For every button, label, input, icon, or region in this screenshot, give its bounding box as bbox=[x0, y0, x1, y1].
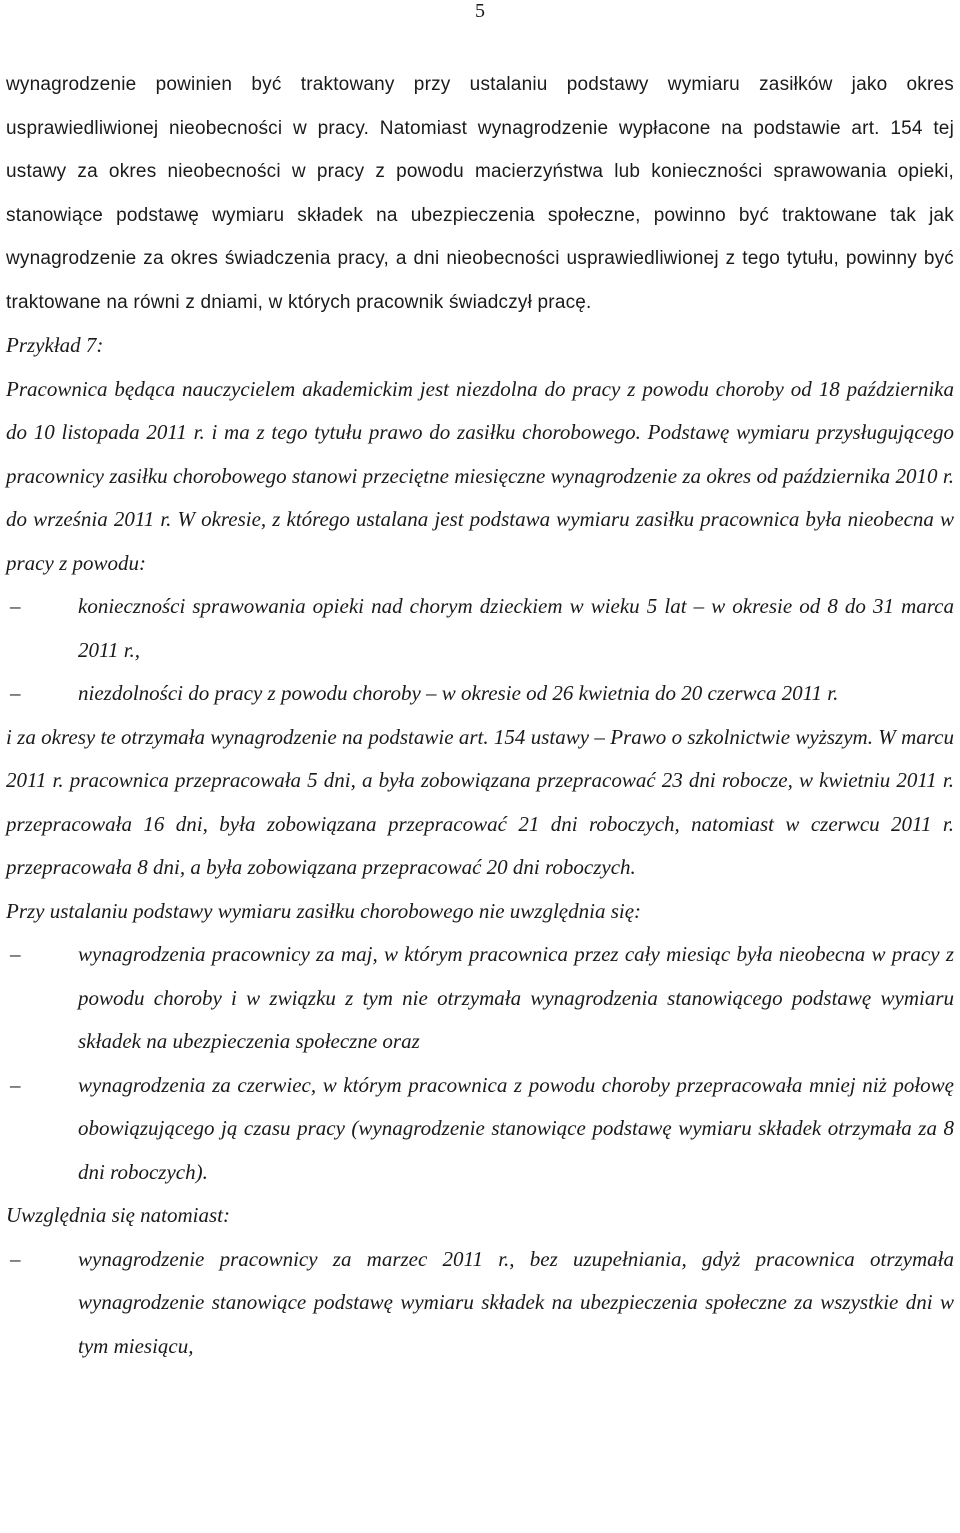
page-content bbox=[6, 63, 954, 1368]
list-item bbox=[6, 585, 954, 672]
dash-bullet: – bbox=[10, 1246, 21, 1271]
dash-bullet: – bbox=[10, 681, 21, 705]
dash-bullet: – bbox=[10, 942, 21, 966]
list-item bbox=[6, 1064, 954, 1195]
included-heading: Uwzględnia się natomiast: bbox=[6, 1203, 230, 1227]
list-item bbox=[6, 933, 954, 1064]
intro-paragraph: wynagrodzenie powinien być traktowany przy ustalaniu podstawy wymiaru zasiłków jako okres usprawiedliwionej nieobecności w pracy. Natomiast wynagrodzenie wypłacone na podstawie art. 154 tej ustawy za okres nieobecności w pracy z powodu macierzyństwa lub konieczności sprawowania opieki, stanowiące podstawę wymiaru składek na ubezpieczenia społeczne, powinno być traktowane tak jak wynagrodzenie za okres świadczenia pracy, a dni nieobecności usprawiedliwionej z tego tytułu, powinny być traktowane na równi z dniami, w których pracownik świadczył pracę. bbox=[6, 74, 954, 313]
list-item bbox=[6, 672, 954, 716]
dash-bullet: – bbox=[10, 1072, 21, 1097]
list-item bbox=[6, 1238, 954, 1369]
absence-list bbox=[6, 585, 954, 716]
example-paragraph: Pracownica będąca nauczycielem akademickim jest niezdolna do pracy z powodu choroby od 18 października do 10 listopada 2011 r. i ma z tego tytułu prawo do zasiłku chorobowego. Podstawę wymiaru przysługującego pracownicy zasiłku chorobowego stanowi przeciętne miesięczne wynagrodzenie za okres od października 2010 r. do września 2011 r. W okresie, z którego ustalana jest podstawa wymiaru zasiłku pracownica była nieobecna w pracy z powodu: bbox=[6, 376, 954, 575]
list-item-text: wynagrodzenia za czerwiec, w którym pracownica z powodu choroby przepracowała mniej niż połowę obowiązującego ją czasu pracy (wynagrodzenie stanowiące podstawę wymiaru składek otrzymała za 8 dni roboczych). bbox=[78, 1072, 954, 1184]
list-item-text: wynagrodzenia pracownicy za maj, w którym pracownica przez cały miesiąc była nieobecna w pracy z powodu choroby i w związku z tym nie otrzymała wynagrodzenia stanowiącego podstawę wymiaru składek na ubezpieczenia społeczne oraz bbox=[78, 942, 954, 1053]
page-number: 5 bbox=[475, 0, 485, 22]
included-list bbox=[6, 1238, 954, 1369]
excluded-heading: Przy ustalaniu podstawy wymiaru zasiłku chorobowego nie uwzględnia się: bbox=[6, 898, 642, 923]
list-item-text: wynagrodzenie pracownicy za marzec 2011 r., bez uzupełniania, gdyż pracownica otrzymała wynagrodzenie stanowiące podstawę wymiaru składek na ubezpieczenia społeczne za wszystkie dni w tym miesiącu, bbox=[78, 1246, 954, 1358]
example-heading: Przykład 7: bbox=[6, 333, 104, 357]
list-item-text: niezdolności do pracy z powodu choroby – w okresie od 26 kwietnia do 20 czerwca 2011 r. bbox=[78, 681, 839, 705]
payment-paragraph: i za okresy te otrzymała wynagrodzenie na podstawie art. 154 ustawy – Prawo o szkolnictwie wyższym. W marcu 2011 r. pracownica przepracowała 5 dni, a była zobowiązana przepracować 23 dni robocze, w kwietniu 2011 r. przepracowała 16 dni, była zobowiązana przepracować 21 dni roboczych, natomiast w czerwcu 2011 r. przepracowała 8 dni, a była zobowiązana przepracować 20 dni roboczych. bbox=[6, 724, 954, 879]
excluded-list bbox=[6, 933, 954, 1194]
dash-bullet: – bbox=[10, 594, 21, 618]
list-item-text: konieczności sprawowania opieki nad chorym dzieckiem w wieku 5 lat – w okresie od 8 do 31 marca 2011 r., bbox=[78, 594, 954, 662]
